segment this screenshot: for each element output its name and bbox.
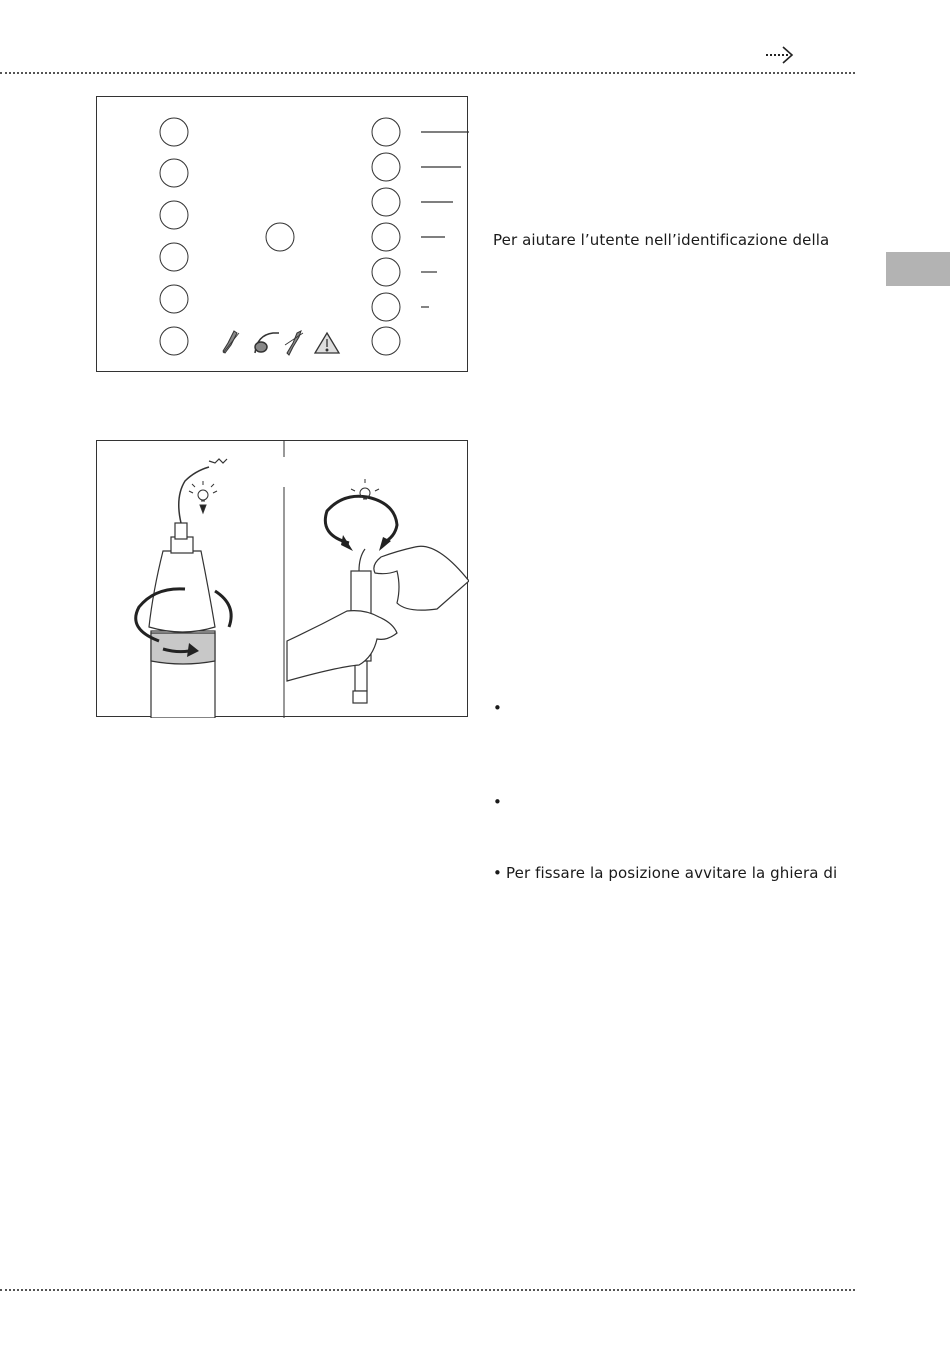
tip-slot-circle (160, 118, 188, 146)
tip-slot-circle (266, 223, 294, 251)
scaler-tip-icon (223, 331, 239, 353)
tip-slot-circle (160, 243, 188, 271)
rotation-arrow-icon (325, 496, 397, 551)
tip-slot-circle (372, 188, 400, 216)
tip-slot-circle (372, 327, 400, 355)
tip-slot-circle (160, 327, 188, 355)
tip-chart-figure (96, 96, 468, 372)
tip-slot-circle (372, 153, 400, 181)
tip-slot-circle (372, 223, 400, 251)
warning-icon (315, 333, 339, 353)
intro-paragraph: Per aiutare l’utente nell’identificazione della (493, 231, 830, 249)
light-bulb-icon (189, 481, 217, 513)
bullet-marker: • (493, 699, 502, 717)
tip-slot-circle (160, 285, 188, 313)
endo-tip-icon (285, 331, 303, 355)
perio-tip-icon (255, 333, 279, 353)
bullet-text: Per fissare la posizione avvitare la ghiera di (506, 864, 838, 882)
tip-slot-circle (372, 293, 400, 321)
tip-slot-circle (160, 201, 188, 229)
hands-drawing (287, 546, 469, 703)
tip-slot-circle (160, 159, 188, 187)
tip-slot-circle (372, 118, 400, 146)
bullet-marker: • (493, 793, 502, 811)
top-divider (0, 72, 855, 74)
chapter-tab (886, 252, 950, 286)
handpiece-figure (96, 440, 468, 717)
bullet-marker: • (493, 864, 502, 882)
bottom-divider (0, 1289, 855, 1291)
dotted-arrow-right-icon[interactable] (764, 44, 796, 66)
tip-slot-circle (372, 258, 400, 286)
